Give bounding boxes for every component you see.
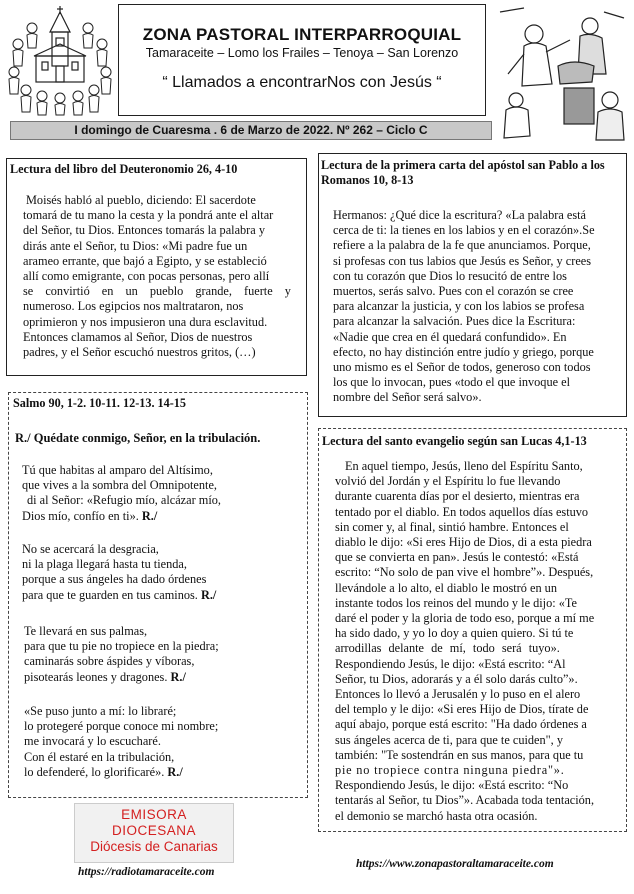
text-line: que se convierta en pan». Jesús le contestó: «Está	[335, 550, 579, 565]
text-line: tentarás al Señor, tu Dios”». Acabada toda tentación,	[335, 793, 595, 808]
parishes-subtitle: Tamaraceite – Lomo los Frailes – Tenoya – San Lorenzo	[145, 46, 459, 60]
second-reading-box	[318, 153, 627, 417]
response-marker: R./	[141, 508, 158, 523]
psalm-box	[8, 392, 308, 798]
text-line: escrito: “No solo de pan vive el hombre”». Después,	[335, 565, 594, 580]
verse-line: Con él estaré en la tribulación,	[24, 749, 175, 764]
verse-line: que vives a la sombra del Omnipotente,	[22, 478, 217, 493]
text-line: arrodillas delante de mí, todo será tuyo».	[335, 641, 560, 656]
text-line: los que lo invocan, pues «todo el que invoque el	[333, 375, 571, 390]
text-line: aquí abajo, porque está escrito: "Ha dado órdenes a	[335, 717, 587, 732]
verse-line: di al Señor: «Refugio mío, alcázar mío,	[27, 493, 221, 508]
response-marker: R./	[167, 764, 183, 779]
logo-line: Diócesis de Canarias	[90, 839, 218, 854]
psalm-stanza	[24, 704, 304, 780]
psalm-stanza	[24, 624, 304, 685]
text-line: cerca de ti: la tienes en los labios y en el corazón».Se	[333, 223, 595, 238]
text-line: sin comer y, al final, sintió hambre. Entonces el	[335, 519, 569, 534]
response-marker: R./	[200, 587, 217, 602]
text-line: muertos, serás salvo. Pues con el corazón se cree	[333, 284, 574, 299]
verse-line: me invocará y lo escucharé.	[24, 734, 161, 749]
title-line: Romanos 10, 8-13	[321, 173, 414, 187]
text-line: durante cuarenta días por el desierto, mientras era	[335, 489, 580, 504]
text-line: volvió del Jordán y el Espíritu lo fue llevando	[335, 474, 561, 489]
verse-line: Dios mío, confío en ti». R./	[22, 508, 158, 523]
text-line: para alcanzar la salvación. Pues dice la Escritura:	[333, 314, 576, 329]
text-line: «Nadie que crea en él quedará confundido». En	[333, 329, 567, 344]
second-reading-title	[321, 158, 625, 188]
date-banner-text: I domingo de Cuaresma . 6 de Marzo de 2022. Nº 262 – Ciclo C	[74, 123, 428, 137]
first-reading-text	[23, 193, 302, 360]
psalm-stanza	[22, 463, 302, 524]
motto: “ Llamados a encontrarNos con Jesús “	[162, 74, 442, 91]
second-reading-text	[333, 208, 613, 406]
text-line: del Señor, tu Dios. Entonces tomarás la palabra y	[23, 223, 265, 238]
text-line: llevándole a lo alto, el diablo le mostró en un	[335, 580, 557, 595]
title-line: Lectura de la primera carta del apóstol san Pablo a los	[321, 158, 605, 172]
text-line: sus ángeles acerca de ti, para que te cuiden", y	[335, 732, 563, 747]
text-line: Moisés habló al pueblo, diciendo: El sacerdote	[26, 193, 256, 207]
text-line: también: "Te sostendrán en sus manos, para que tu	[335, 747, 584, 762]
logo-line: DIOCESANA	[111, 823, 197, 838]
text-line: padres, y el Señor escuchó nuestros gritos, (…)	[23, 345, 256, 360]
text-line: ha sido dado, y yo lo doy a quien quiero. Si tú te	[335, 626, 574, 641]
verse-line: para que te guarden en tus caminos. R./	[22, 587, 217, 602]
text-line: del templo y le dijo: «Si eres Hijo de Dios, tírate de	[335, 702, 589, 717]
header-box	[118, 4, 486, 116]
response-marker: R./	[170, 669, 186, 684]
text-line: para alcanzar la justicia, y con los labios se profesa	[333, 299, 585, 314]
text-line: Entonces clamamos al Señor, Dios de nuestros	[23, 329, 253, 344]
psalm-response: R./ Quédate conmigo, Señor, en la tribulación.	[15, 431, 261, 445]
text-line: tentado por el diablo. En todos aquellos días estuvo	[335, 504, 589, 519]
text-line: instante todos los reinos del mundo y le dijo: «Te	[335, 595, 577, 610]
gospel-text	[335, 459, 619, 824]
psalm-title: Salmo 90, 1-2. 10-11. 12-13. 14-15	[13, 396, 186, 410]
text-line: el demonio se marchó hasta otra ocasión.	[335, 808, 538, 823]
text-line: arameo errante, que bajó a Egipto, y se estableció	[23, 253, 267, 268]
text-line: allí como emigrante, con pocas personas, pero allí	[23, 269, 270, 284]
gospel-title: Lectura del santo evangelio según san Lucas 4,1-13	[322, 434, 587, 448]
text-line: efecto, no hay distinción entre judío y griego, porque	[333, 344, 594, 359]
text-line: pie no tropiece contra ninguna piedra"».	[335, 763, 565, 778]
text-line: se convirtió en un pueblo grande, fuerte y	[23, 284, 291, 299]
psalm-stanza	[22, 542, 302, 603]
text-line: diablo le dijo: «Si eres Hijo de Dios, di a esta piedra	[335, 535, 592, 550]
logo-line: EMISORA	[121, 807, 187, 822]
newsletter-title: ZONA PASTORAL INTERPARROQUIAL	[142, 25, 462, 44]
verse-line: para que tu pie no tropiece en la piedra;	[24, 639, 219, 654]
zone-website-link[interactable]: https://www.zonapastoraltamaraceite.com	[356, 858, 554, 870]
verse-line: lo defenderé, lo glorificaré». R./	[24, 764, 183, 779]
first-reading-title: Lectura del libro del Deuteronomio 26, 4-10	[10, 162, 238, 176]
text-line: tomará de tu mano la cesta y la pondrá ante el altar	[23, 208, 274, 223]
verse-line: ni la plaga llegará hasta tu tienda,	[22, 557, 187, 572]
text-line: Respondiendo Jesús, le dijo: «Está escrito: “Al	[335, 656, 566, 671]
text-line: numeroso. Los egipcios nos maltrataron, nos	[23, 299, 244, 314]
text-line: oprimieron y nos impusieron una dura esclavitud.	[23, 314, 268, 329]
text-line: Señor, tu Dios, adorarás y a él solo darás culto”».	[335, 671, 578, 686]
emisora-diocesana-logo	[74, 803, 234, 863]
verse-line: Tú que habitas al amparo del Altísimo,	[22, 463, 213, 477]
verse-line: caminarás sobre áspides y víboras,	[24, 654, 195, 669]
text-line: nombre del Señor será salvo».	[333, 390, 482, 405]
verse-line: pisotearás leones y dragones. R./	[24, 669, 186, 684]
verse-line: No se acercará la desgracia,	[22, 542, 159, 556]
text-line: En aquel tiempo, Jesús, lleno del Espíritu Santo,	[345, 459, 583, 473]
text-line: si profesas con tus labios que Jesús es Señor, y crees	[333, 253, 592, 268]
text-line: Entonces lo llevó a Jerusalén y lo puso en el alero	[335, 687, 581, 702]
gospel-box	[318, 428, 627, 832]
verse-line: lo protegeré porque conoce mi nombre;	[24, 719, 219, 734]
text-line: Hermanos: ¿Qué dice la escritura? «La palabra está	[333, 208, 586, 222]
verse-line: porque a sus ángeles ha dado órdenes	[22, 572, 207, 587]
church-community-illustration	[4, 4, 116, 116]
text-line: Respondiendo Jesús, le dijo: «Está escrito: “No	[335, 778, 569, 793]
verse-line: «Se puso junto a mí: lo libraré;	[24, 704, 177, 718]
radio-link[interactable]: https://radiotamaraceite.com	[78, 866, 215, 878]
figures-illustration	[494, 4, 630, 144]
verse-line: Te llevará en sus palmas,	[24, 624, 148, 638]
text-line: dirás ante el Señor, tu Dios: «Mi padre fue un	[23, 238, 248, 253]
text-line: uno mismo es el Señor de todos, generoso con todos	[333, 360, 591, 375]
text-line: daré el poder y la gloria de todo eso, porque a mí me	[335, 611, 595, 626]
text-line: con tu corazón que Dios lo resucitó de entre los	[333, 268, 567, 283]
first-reading-box	[6, 158, 307, 376]
text-line: refiere a la palabra de la fe que anunciamos. Porque,	[333, 238, 591, 253]
